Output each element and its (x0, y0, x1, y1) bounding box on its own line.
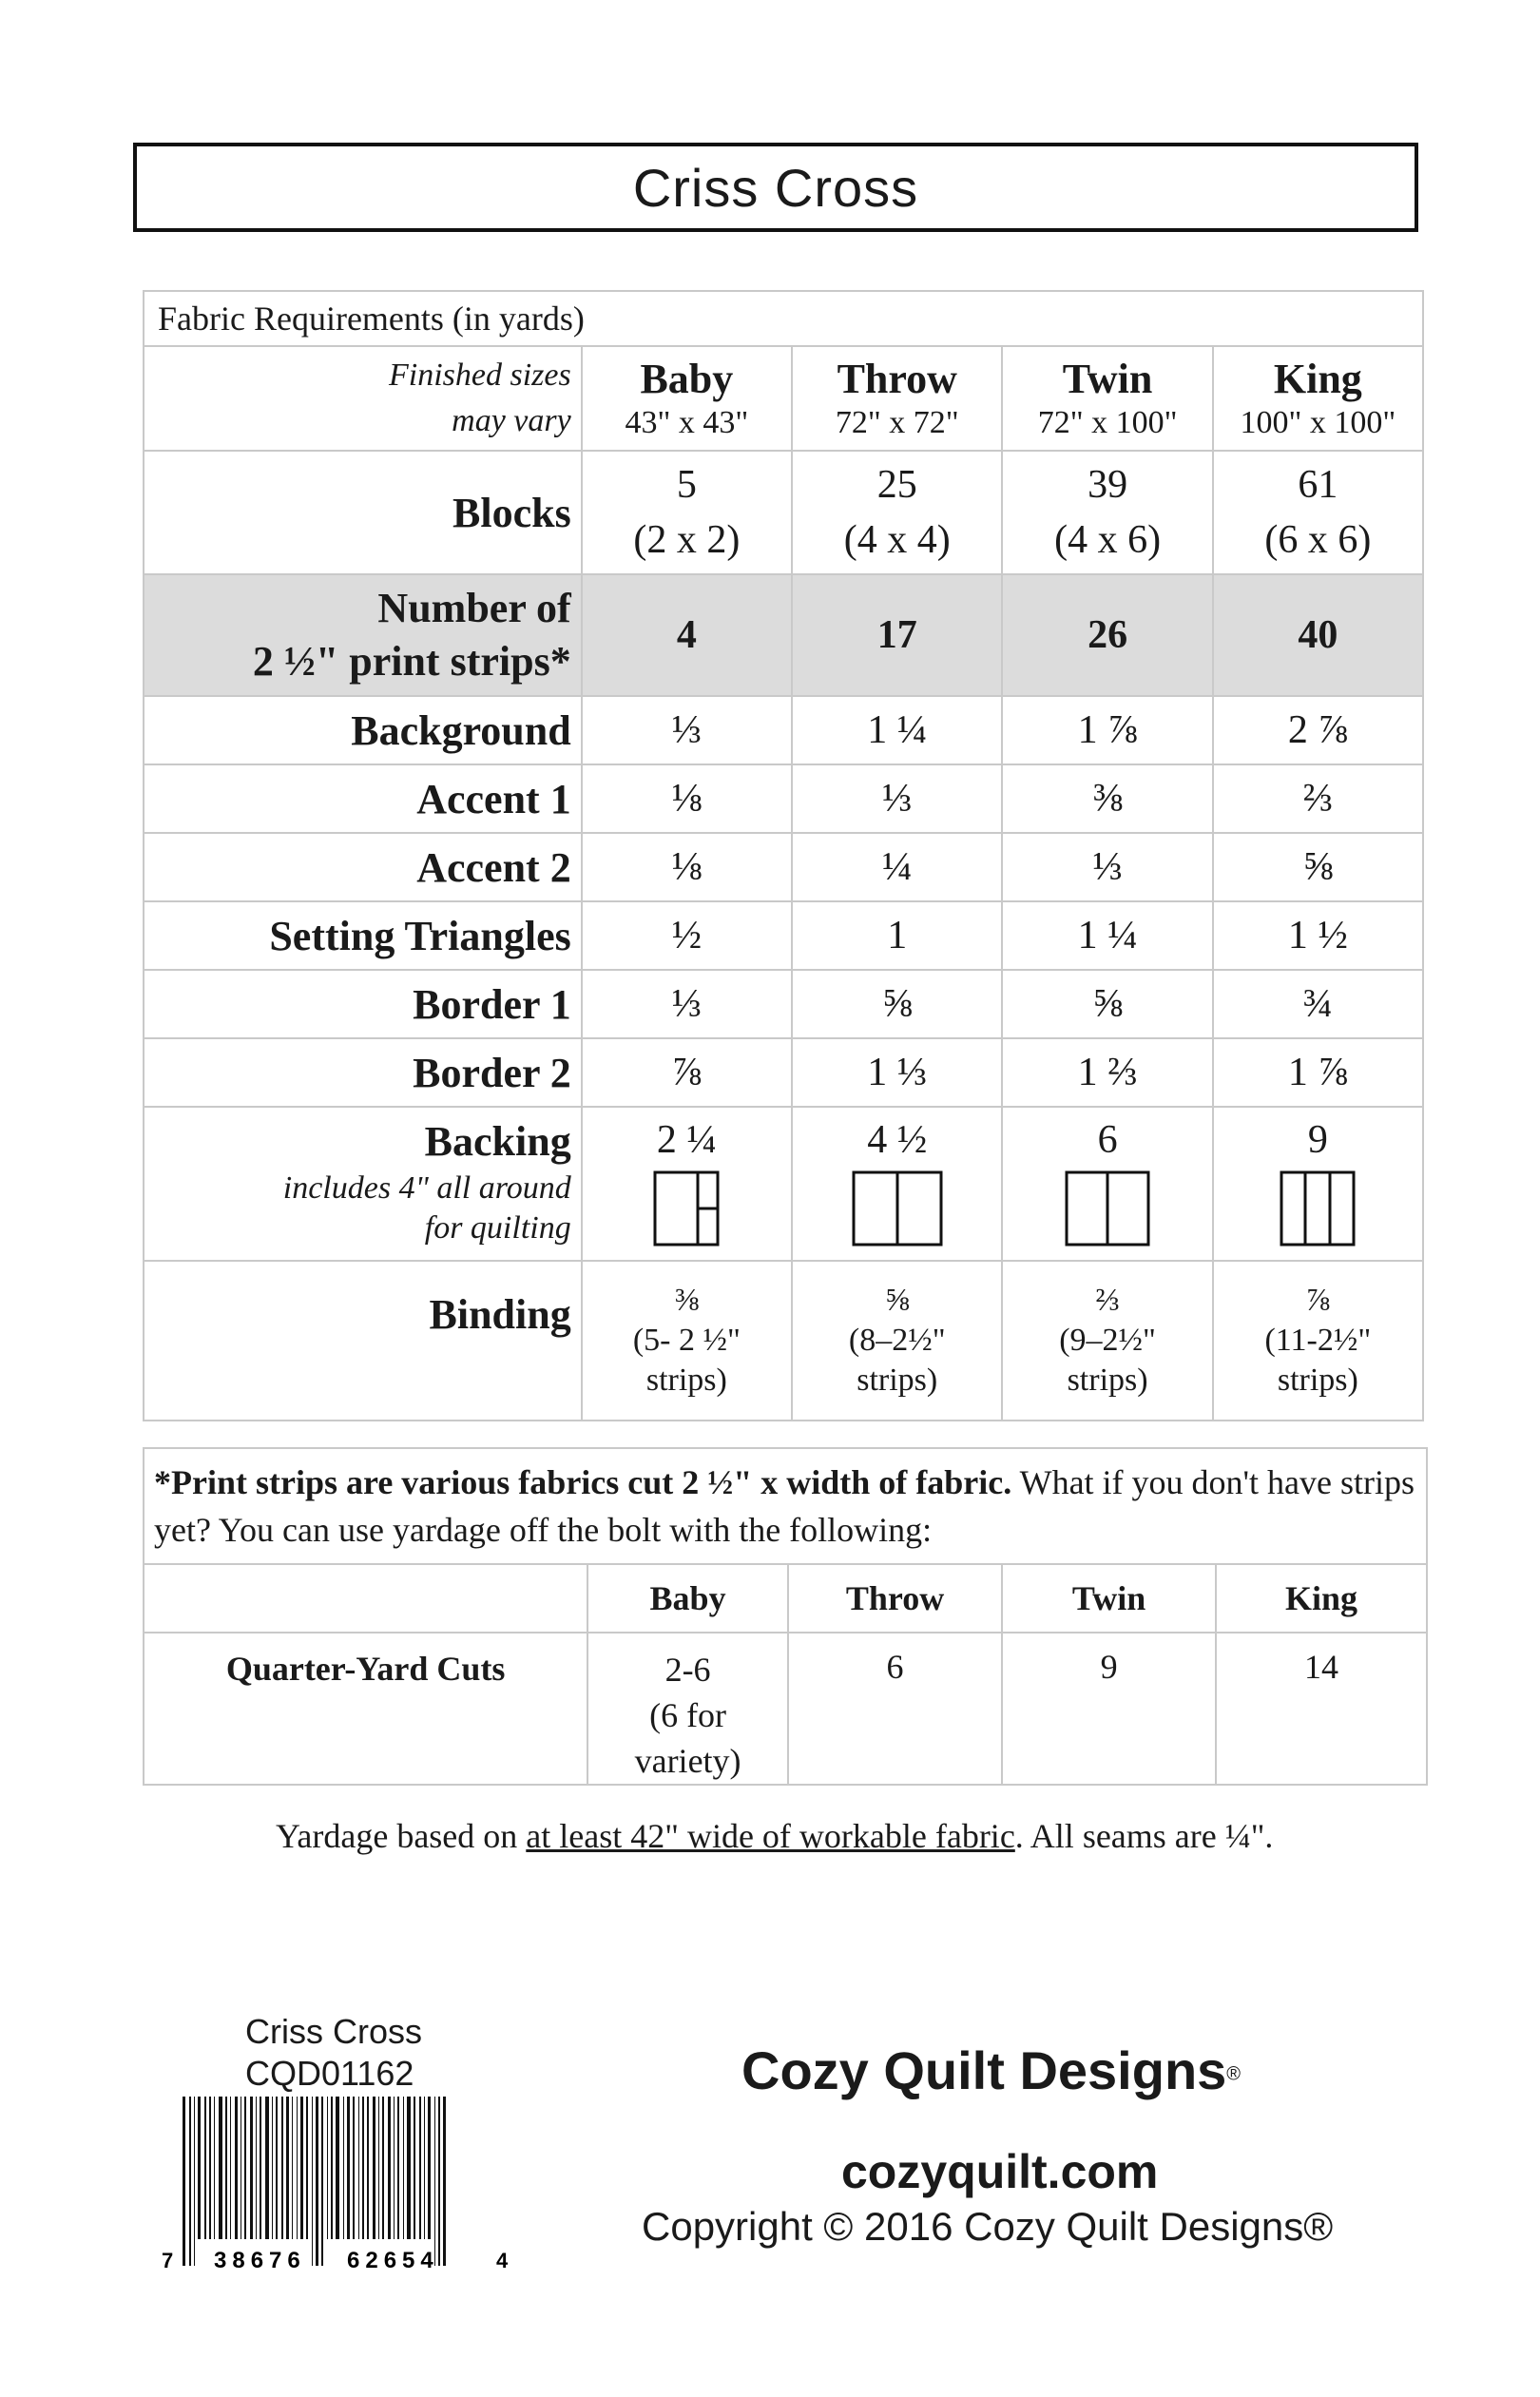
barcode-bar (260, 2097, 261, 2239)
row-value: 1 ⅞ (1213, 1038, 1423, 1107)
barcode-bar (189, 2097, 191, 2266)
barcode-bar (286, 2097, 289, 2239)
row-value: 1 ⅞ (1002, 696, 1212, 764)
row-label-binding: Binding (144, 1261, 582, 1421)
blocks-throw: 25 (4 x 4) (792, 451, 1002, 574)
barcode-bars (183, 2097, 446, 2266)
fabric-row (144, 901, 1423, 970)
fabric-row (144, 833, 1423, 901)
barcode-bar (209, 2097, 211, 2239)
quarter-yard-table (143, 1447, 1428, 1786)
barcode-bar (343, 2097, 344, 2239)
row-value: ¼ (792, 833, 1002, 901)
print-strips-row (144, 574, 1423, 696)
page-title: Criss Cross (632, 157, 919, 218)
row-value: ⅓ (792, 764, 1002, 833)
barcode-bar (331, 2097, 333, 2239)
row-value: 1 ¼ (792, 696, 1002, 764)
backing-diagram-twin (1065, 1170, 1150, 1247)
barcode-bar (306, 2097, 308, 2239)
barcode-bar (373, 2097, 375, 2239)
backing-diagram-king (1280, 1170, 1356, 1247)
quarter-yard-header-row (144, 1564, 1427, 1633)
row-label: Setting Triangles (144, 901, 582, 970)
fabric-requirements-table (143, 290, 1424, 1421)
row-label-backing: Backing includes 4" all around for quilting (144, 1107, 582, 1261)
fabric-row (144, 764, 1423, 833)
row-value: 1 ¼ (1002, 901, 1212, 970)
strips-twin: 26 (1002, 574, 1212, 696)
row-value: ⅞ (582, 1038, 792, 1107)
strips-baby: 4 (582, 574, 792, 696)
website: cozyquilt.com (841, 2145, 1159, 2198)
header-king: King (1216, 1564, 1427, 1633)
fabric-row (144, 696, 1423, 764)
binding-throw: ⅝ (8–2½" strips) (792, 1261, 1002, 1421)
header-empty (144, 1564, 587, 1633)
barcode-bar (347, 2097, 350, 2239)
header-throw: Throw (788, 1564, 1002, 1633)
pattern-name: Criss Cross (245, 2012, 422, 2051)
quarter-yard-row (144, 1633, 1427, 1785)
blocks-king: 61 (6 x 6) (1213, 451, 1423, 574)
row-label: Background (144, 696, 582, 764)
barcode-bar (225, 2097, 227, 2239)
quarter-yard-baby: 2-6 (6 for variety) (587, 1633, 788, 1785)
copyright: Copyright © 2016 Cozy Quilt Designs® (642, 2204, 1334, 2249)
barcode-bar (419, 2097, 421, 2239)
barcode-bar (250, 2097, 253, 2239)
table-caption-row (144, 291, 1423, 346)
size-baby: Baby 43" x 43" (582, 346, 792, 451)
barcode-bar (183, 2097, 185, 2266)
barcode-bar (403, 2097, 404, 2239)
size-twin: Twin 72" x 100" (1002, 346, 1212, 451)
backing-throw: 4 ½ (792, 1107, 1002, 1261)
pattern-code: CQD01162 (245, 2054, 414, 2093)
row-value: ⅓ (1002, 833, 1212, 901)
row-value: ⅓ (582, 696, 792, 764)
row-value: ⅝ (1002, 970, 1212, 1038)
quarter-yard-king: 14 (1216, 1633, 1427, 1785)
barcode-bar (428, 2097, 431, 2239)
barcode-bar (353, 2097, 355, 2239)
row-value: ⅝ (1213, 833, 1423, 901)
barcode-digit-last: 4 (496, 2249, 509, 2272)
fabric-row (144, 970, 1423, 1038)
row-label-blocks: Blocks (144, 451, 582, 574)
barcode-bar (230, 2097, 231, 2239)
row-value: 1 ½ (1213, 901, 1423, 970)
blocks-baby: 5 (2 x 2) (582, 451, 792, 574)
strip-note-row (144, 1448, 1427, 1564)
size-throw: Throw 72" x 72" (792, 346, 1002, 451)
backing-diagram-baby (653, 1170, 720, 1247)
barcode-bar (276, 2097, 278, 2239)
row-value: ⅛ (582, 833, 792, 901)
backing-row (144, 1107, 1423, 1261)
barcode-bar (292, 2097, 293, 2239)
row-value: ⅓ (582, 970, 792, 1038)
barcode-bar (378, 2097, 379, 2239)
barcode-bar (256, 2097, 257, 2239)
barcode-bar (214, 2097, 215, 2239)
table-caption: Fabric Requirements (in yards) (144, 291, 1423, 346)
blocks-row (144, 451, 1423, 574)
barcode-digit-first: 7 (162, 2249, 174, 2272)
row-value: ⅜ (1002, 764, 1212, 833)
backing-king: 9 (1213, 1107, 1423, 1261)
barcode-bar (244, 2097, 246, 2239)
barcode-bar (434, 2097, 435, 2266)
strips-throw: 17 (792, 574, 1002, 696)
barcode-bar (367, 2097, 369, 2239)
brand-name: Cozy Quilt Designs® (741, 2040, 1242, 2100)
barcode-bar (407, 2097, 411, 2239)
barcode-bar (327, 2097, 328, 2239)
barcode-bar (235, 2097, 238, 2239)
yardage-note: Yardage based on at least 42" wide of workable fabric. All seams are ¼". (276, 1817, 1274, 1855)
binding-baby: ⅜ (5- 2 ½" strips) (582, 1261, 792, 1421)
quarter-yard-label: Quarter-Yard Cuts (144, 1633, 587, 1785)
row-value: 2 ⅞ (1213, 696, 1423, 764)
barcode-bar (194, 2097, 195, 2266)
row-label: Accent 2 (144, 833, 582, 901)
row-value: ⅛ (582, 764, 792, 833)
row-value: 1 ⅓ (792, 1038, 1002, 1107)
barcode (162, 2097, 523, 2277)
row-label: Border 1 (144, 970, 582, 1038)
backing-diagram-throw (852, 1170, 943, 1247)
barcode-bar (198, 2097, 201, 2239)
barcode-bar (443, 2097, 446, 2266)
row-value: 1 ⅔ (1002, 1038, 1212, 1107)
barcode-bar (362, 2097, 364, 2239)
backing-baby: 2 ¼ (582, 1107, 792, 1261)
strips-king: 40 (1213, 574, 1423, 696)
barcode-bar (204, 2097, 206, 2239)
barcode-digits-right: 62654 (347, 2248, 439, 2273)
strip-note (144, 1448, 1427, 1564)
barcode-bar (321, 2097, 323, 2266)
header-twin: Twin (1002, 1564, 1216, 1633)
barcode-bar (312, 2097, 313, 2266)
row-value: ⅔ (1213, 764, 1423, 833)
barcode-bar (382, 2097, 384, 2239)
row-value: 1 (792, 901, 1002, 970)
fabric-row (144, 1038, 1423, 1107)
barcode-bar (336, 2097, 339, 2239)
barcode-digits-left: 38676 (214, 2248, 306, 2273)
binding-row (144, 1261, 1423, 1421)
row-label: Accent 1 (144, 764, 582, 833)
barcode-bar (424, 2097, 425, 2239)
title-box (133, 143, 1418, 232)
row-value: ⅝ (792, 970, 1002, 1038)
barcode-bar (281, 2097, 283, 2239)
row-label: Border 2 (144, 1038, 582, 1107)
binding-king: ⅞ (11-2½" strips) (1213, 1261, 1423, 1421)
pattern-info (245, 2011, 422, 2095)
finished-sizes-note: Finished sizes may vary (144, 346, 582, 451)
quarter-yard-throw: 6 (788, 1633, 1002, 1785)
strip-note-rest: What if you don't have strips yet? You can use yardage off the bolt with the following: (154, 1463, 1415, 1549)
blocks-twin: 39 (4 x 6) (1002, 451, 1212, 574)
barcode-bar (300, 2097, 303, 2239)
row-label-print-strips: Number of 2 ½" print strips* (144, 574, 582, 696)
barcode-bar (358, 2097, 359, 2239)
row-value: ½ (582, 901, 792, 970)
barcode-bar (272, 2097, 273, 2239)
barcode-bar (394, 2097, 395, 2239)
barcode-bar (414, 2097, 415, 2239)
barcode-bar (388, 2097, 391, 2239)
barcode-bar (316, 2097, 318, 2266)
barcode-bar (219, 2097, 222, 2239)
barcode-bar (297, 2097, 298, 2239)
backing-twin: 6 (1002, 1107, 1212, 1261)
header-baby: Baby (587, 1564, 788, 1633)
sizes-row (144, 346, 1423, 451)
binding-twin: ⅔ (9–2½" strips) (1002, 1261, 1212, 1421)
barcode-bar (438, 2097, 440, 2266)
size-king: King 100" x 100" (1213, 346, 1423, 451)
strip-note-bold: *Print strips are various fabrics cut 2 ½" x width of fabric. (154, 1463, 1012, 1501)
barcode-bar (265, 2097, 269, 2239)
row-value: ¾ (1213, 970, 1423, 1038)
quarter-yard-twin: 9 (1002, 1633, 1216, 1785)
barcode-bar (397, 2097, 399, 2239)
